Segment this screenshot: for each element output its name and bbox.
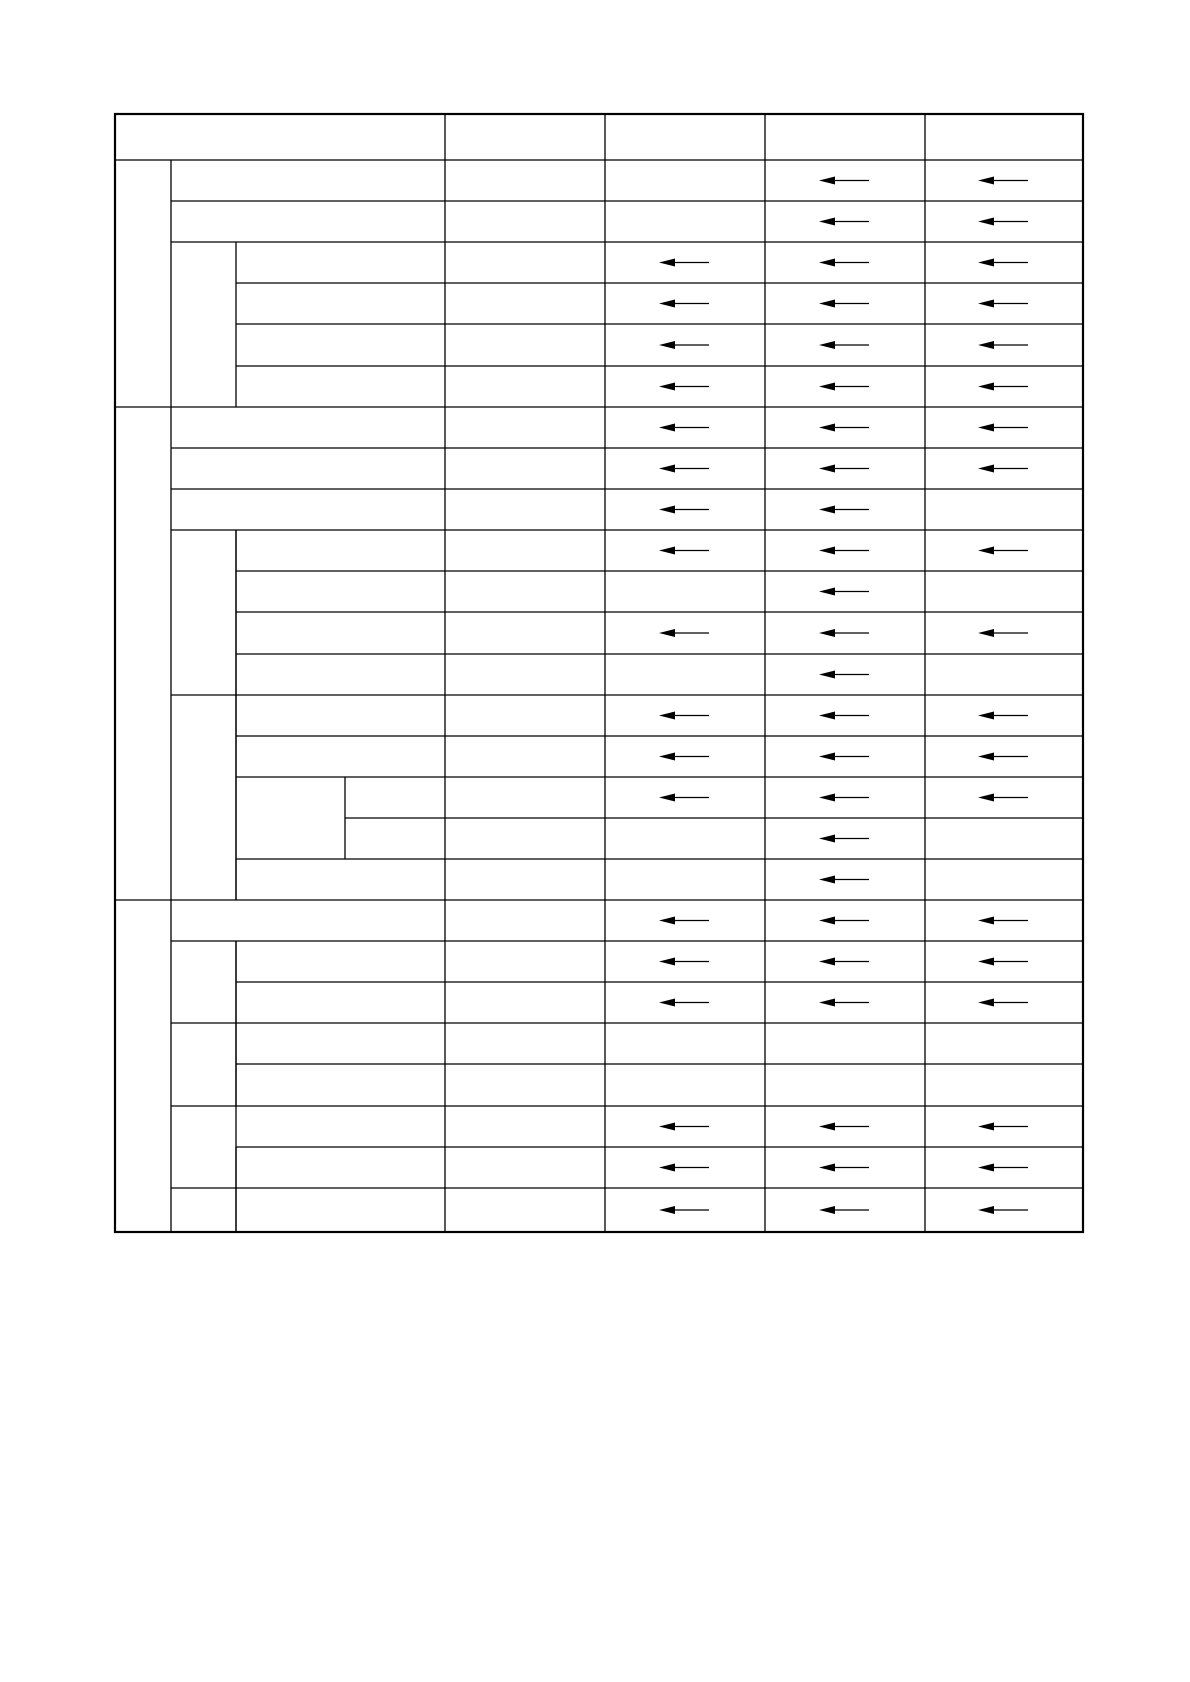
left-arrow-icon [659,300,709,308]
left-arrow-icon [978,1164,1028,1172]
left-arrow-icon [978,629,1028,637]
left-arrow-icon [978,218,1028,226]
left-arrow-icon [659,383,709,391]
left-arrow-icon [978,1123,1028,1131]
left-arrow-icon [978,753,1028,761]
left-arrow-icon [978,917,1028,925]
left-arrow-icon [819,712,869,720]
left-arrow-icon [819,383,869,391]
left-arrow-icon [659,1123,709,1131]
left-arrow-icon [819,547,869,555]
left-arrow-icon [978,383,1028,391]
left-arrow-icon [819,1164,869,1172]
left-arrow-icon [819,958,869,966]
left-arrow-icon [819,424,869,432]
left-arrow-icon [659,958,709,966]
left-arrow-icon [978,300,1028,308]
left-arrow-icon [819,876,869,884]
left-arrow-icon [659,465,709,473]
left-arrow-icon [659,424,709,432]
left-arrow-icon [978,547,1028,555]
left-arrow-icon [659,629,709,637]
left-arrow-icon [819,218,869,226]
left-arrow-icon [978,1206,1028,1214]
left-arrow-icon [978,958,1028,966]
left-arrow-icon [978,424,1028,432]
left-arrow-icon [978,999,1028,1007]
left-arrow-icon [978,341,1028,349]
left-arrow-icon [819,629,869,637]
left-arrow-icon [659,341,709,349]
left-arrow-icon [819,999,869,1007]
left-arrow-icon [819,835,869,843]
left-arrow-icon [659,917,709,925]
left-arrow-icon [819,588,869,596]
left-arrow-icon [659,506,709,514]
left-arrow-icon [819,465,869,473]
left-arrow-icon [978,177,1028,185]
left-arrow-icon [978,712,1028,720]
left-arrow-icon [659,259,709,267]
left-arrow-icon [819,177,869,185]
left-arrow-icon [819,753,869,761]
left-arrow-icon [819,1123,869,1131]
left-arrow-icon [659,1164,709,1172]
left-arrow-icon [978,465,1028,473]
left-arrow-icon [659,794,709,802]
left-arrow-icon [978,259,1028,267]
left-arrow-icon [819,506,869,514]
left-arrow-icon [819,259,869,267]
left-arrow-icon [978,794,1028,802]
left-arrow-icon [819,300,869,308]
left-arrow-icon [659,547,709,555]
left-arrow-icon [819,794,869,802]
left-arrow-icon [659,1206,709,1214]
table-grid [115,114,1083,1232]
left-arrow-icon [819,671,869,679]
left-arrow-icon [659,999,709,1007]
left-arrow-icon [819,917,869,925]
left-arrow-icon [819,341,869,349]
left-arrow-icon [659,753,709,761]
left-arrow-icon [659,712,709,720]
left-arrow-icon [819,1206,869,1214]
